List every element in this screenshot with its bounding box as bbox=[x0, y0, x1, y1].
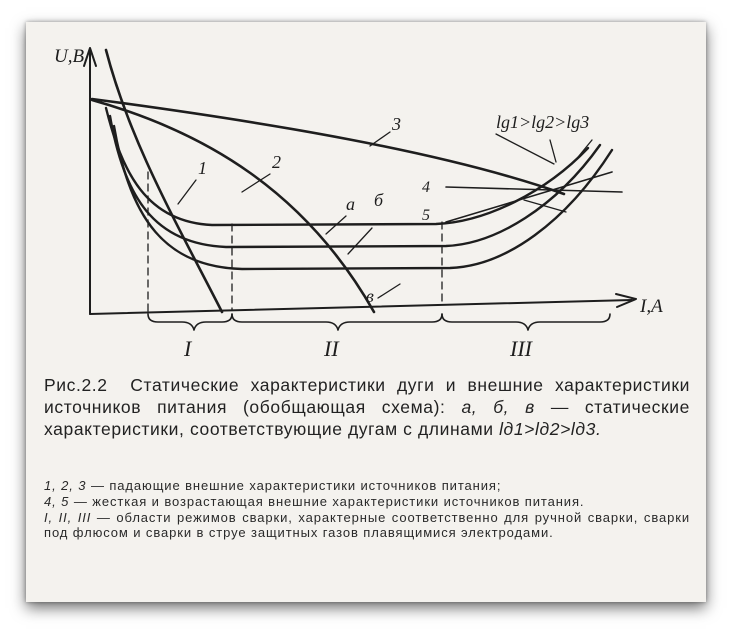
curve-label-a: a bbox=[346, 194, 355, 214]
figure-caption bbox=[44, 374, 690, 440]
caption-figure-number: Рис.2.2 bbox=[44, 375, 108, 395]
note-1-text: — падающие внешние характеристики источников питания; bbox=[90, 478, 502, 493]
curve-label-1: 1 bbox=[198, 158, 207, 178]
note-3-text: — области режимов сварки, характерные соответственно для ручной сварки, сварки под флюсом и сварки в струе защитных газов плавящимися электродами. bbox=[44, 510, 690, 540]
figure-svg bbox=[26, 22, 706, 382]
note-2-text: — жесткая и возрастающая внешние характеристики источников питания. bbox=[73, 494, 585, 509]
caption-title-text: Статические характеристики дуги и внешние характеристики источников питания (обобщающая схема): bbox=[44, 375, 690, 417]
caption-abv-letters: а, б, в bbox=[461, 397, 535, 417]
curve-label-5: 5 bbox=[422, 207, 430, 224]
curve-label-v: в bbox=[366, 286, 374, 306]
region-label-1: I bbox=[184, 336, 192, 361]
note-3-numbers: I, II, III bbox=[44, 510, 92, 525]
caption-note-3 bbox=[44, 510, 690, 540]
caption-abv-text: — статические характеристики, соответствующие дугам с длинами bbox=[44, 397, 690, 439]
caption-lengths-formula: lд1>lд2>lд3. bbox=[499, 419, 602, 439]
length-relation-label: lg1>lg2>lg3 bbox=[496, 112, 590, 132]
x-axis bbox=[90, 300, 632, 314]
curve-label-4: 4 bbox=[422, 179, 430, 196]
arc-characteristics-figure bbox=[26, 22, 706, 382]
y-axis-label: U,B bbox=[54, 46, 85, 67]
note-2-numbers: 4, 5 bbox=[44, 494, 70, 509]
caption-notes bbox=[44, 478, 690, 540]
region-label-3: III bbox=[510, 336, 532, 361]
curve-label-b: б bbox=[374, 190, 384, 210]
note-1-numbers: 1, 2, 3 bbox=[44, 478, 87, 493]
scanned-page bbox=[26, 22, 706, 602]
curve-label-3: 3 bbox=[392, 114, 401, 134]
curve-3 bbox=[92, 99, 564, 194]
region-braces bbox=[148, 314, 610, 330]
curve-label-2: 2 bbox=[272, 152, 281, 172]
curve-1 bbox=[106, 50, 222, 312]
region-label-2: II bbox=[324, 336, 339, 361]
caption-note-2 bbox=[44, 494, 690, 509]
x-axis-label: I,A bbox=[640, 296, 663, 317]
caption-note-1 bbox=[44, 478, 690, 493]
